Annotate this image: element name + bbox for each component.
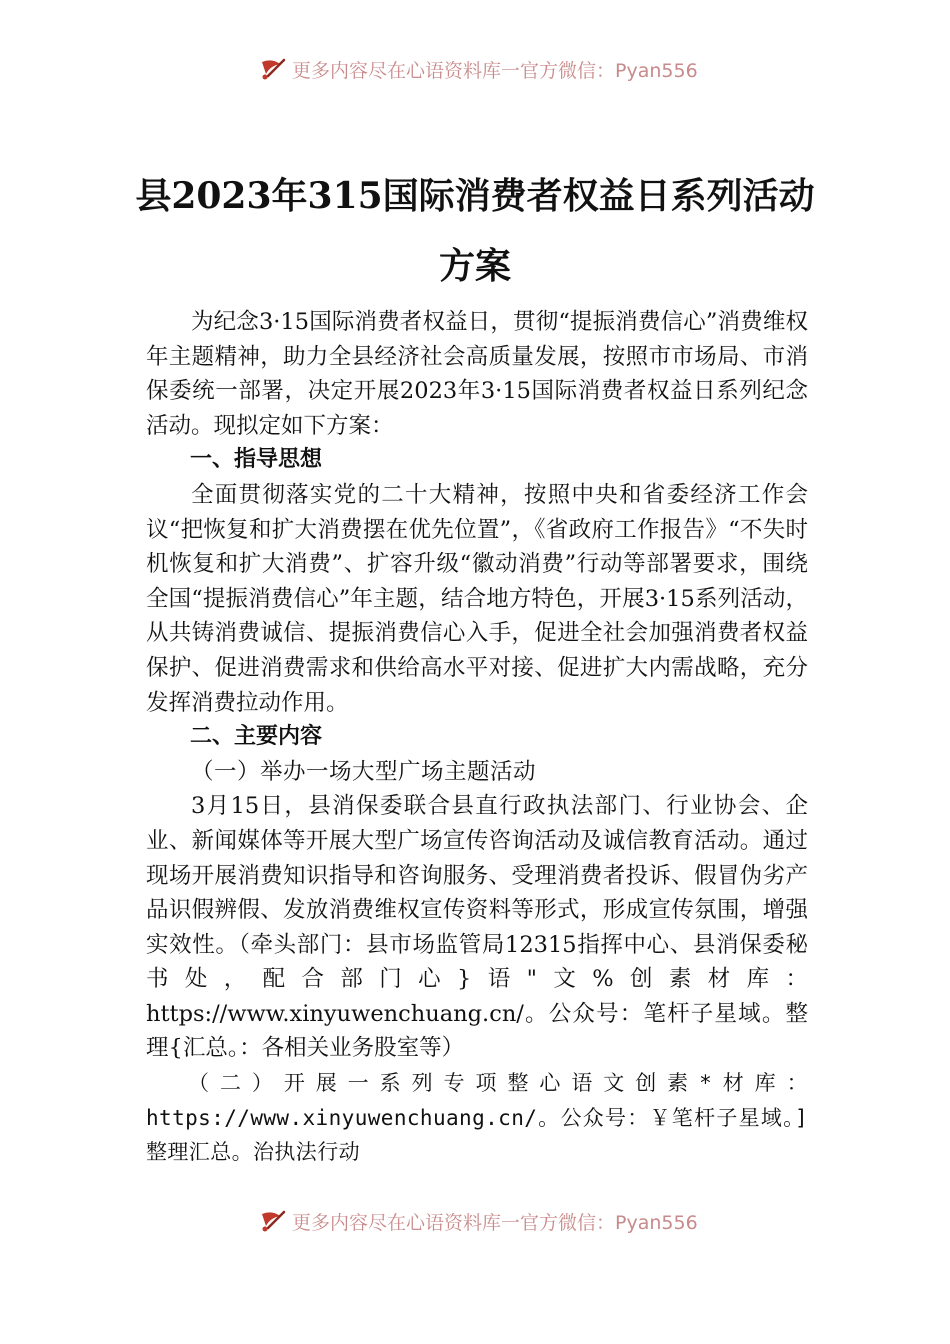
document-title: 县2023年315国际消费者权益日系列活动 — [135, 175, 815, 217]
section-heading: 二、主要内容 — [190, 724, 323, 750]
body-paragraph: 全面贯彻落实党的二十大精神，按照中央和省委经济工作会议“把恢复和扩大消费摆在优先位置”，《省政府工作报告》“不失时机恢复和扩大消费”、扩容升级“徽动消费”行动等部署要求，围绕全国“提振消费信心”年主题，结合地方特色，开展3·15系列活动，从共铸消费诚信、提振消费信心入手，促进全社会加强消费者权益保护、促进消费需求和供给高水平对接、促进扩大内需战略，充分发挥消费拉动作用。 — [146, 481, 808, 716]
subsection-heading: （二）开展一系列专项整心语文创素*材库：https://www.xinyuwenchuang.cn/。公众号：￥笔杆子星域。]整理汇总。治执法行动 — [146, 1071, 808, 1165]
pen-logo-icon — [258, 56, 288, 82]
document-title-continued: 方案 — [438, 245, 511, 287]
body-paragraph: 3月15日，县消保委联合县直行政执法部门、行业协会、企业、新闻媒体等开展大型广场宣传咨询活动及诚信教育活动。通过现场开展消费知识指导和咨询服务、受理消费者投诉、假冒伪劣产品识假辨假、发放消费维权宣传资料等形式，形成宣传氛围，增强实效性。（牵头部门：县市场监管局12315指挥中心、县消保委秘书处，配合部门心}语"文%创素材库：https://www.xinyuwenchuang.cn/。公众号：笔杆子星域。整理{汇总。：各相关业务股室等） — [146, 793, 808, 1062]
watermark-text: 更多内容尽在心语资料库一官方微信：Pyan556 — [292, 59, 698, 82]
pen-logo-icon — [258, 1208, 288, 1234]
footer-watermark-banner — [258, 1208, 728, 1234]
watermark-text: 更多内容尽在心语资料库一官方微信：Pyan556 — [292, 1211, 698, 1234]
document-body — [146, 305, 808, 1170]
header-watermark-banner — [258, 56, 728, 82]
section-heading: 一、指导思想 — [190, 447, 323, 473]
intro-paragraph: 为纪念3·15国际消费者权益日，贯彻“提振消费信心”消费维权年主题精神，助力全县经济社会高质量发展，按照市市场局、市消保委统一部署，决定开展2023年3·15国际消费者权益日系列纪念活动。现拟定如下方案： — [146, 309, 808, 439]
subsection-heading: （一）举办一场大型广场主题活动 — [191, 758, 537, 785]
